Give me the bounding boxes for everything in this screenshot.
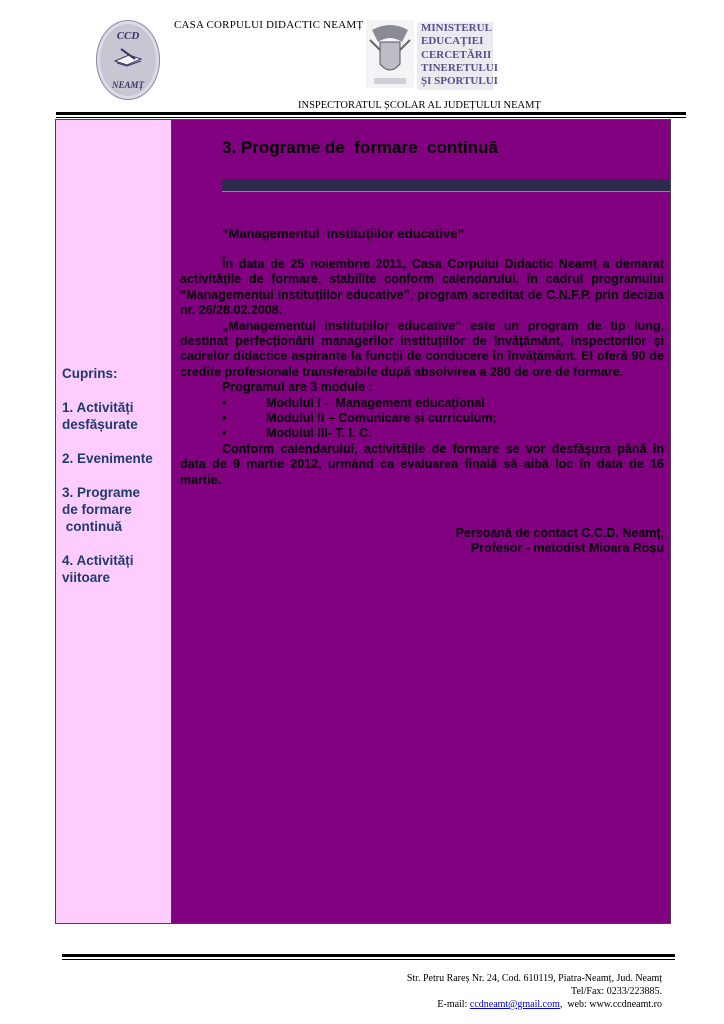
web-address: www.ccdneamt.ro bbox=[589, 999, 662, 1010]
module-item bbox=[180, 411, 664, 426]
module-label: Modulul II – Comunicare și curriculum; bbox=[266, 411, 497, 426]
toc-line: viitoare bbox=[62, 570, 111, 585]
email-link[interactable]: ccdneamt@gmail.com bbox=[469, 999, 560, 1010]
bullet: • bbox=[222, 395, 227, 410]
contact-line: Persoană de contact C.C.D. Neamț, bbox=[455, 526, 664, 540]
institution-name: CASA CORPULUI DIDACTIC NEAMȚ bbox=[174, 19, 364, 31]
footer-contact bbox=[407, 998, 662, 1011]
module-label: Modulul III- T. I. C. bbox=[266, 426, 372, 441]
ministry-line: CERCETĂRII bbox=[421, 48, 492, 61]
toc-line: 4. Activități bbox=[62, 553, 134, 568]
toc-line: de formare bbox=[62, 502, 132, 517]
program-title: “Managementul instituțiilor educative” bbox=[222, 226, 464, 241]
module-item bbox=[180, 426, 664, 441]
book-pen-icon bbox=[113, 45, 143, 67]
toc-heading: Cuprins: bbox=[62, 366, 118, 381]
toc-line: continuă bbox=[62, 519, 122, 534]
ministry-logo bbox=[417, 22, 499, 90]
ccd-logo bbox=[96, 20, 160, 100]
logo-bottom-text: NEAMȚ bbox=[111, 80, 144, 90]
coat-of-arms-icon bbox=[366, 20, 414, 88]
ministry-line: ȘI SPORTULUI bbox=[421, 75, 498, 88]
paragraph: În data de 25 noiembrie 2011, Casa Corpului Didactic Neamț a demarat activitățile de formare, stabilite conform calendarului, în cadrul programului “Managementul instituțiilor educative”, program acreditat de C.N.F.P. prin decizia nr. 26/28.02.2008. bbox=[180, 257, 664, 318]
ministry-line: TINERETULUI bbox=[421, 61, 499, 74]
footer-divider-thin bbox=[62, 959, 675, 960]
toc-line: 2. Evenimente bbox=[62, 451, 153, 466]
header-divider-thin bbox=[56, 117, 686, 118]
header-divider bbox=[56, 112, 686, 115]
toc-line: 1. Activități bbox=[62, 400, 134, 415]
table-of-contents bbox=[62, 365, 153, 603]
paragraph: Conform calendarului, activitățile de formare se vor desfășura până în data de 9 martie 2012, urmând ca evaluarea finală să aibă loc în data de 16 martie. bbox=[180, 441, 664, 487]
logo-top-text: CCD bbox=[116, 30, 140, 42]
toc-item-activitati[interactable] bbox=[62, 399, 153, 433]
module-item bbox=[180, 396, 664, 411]
toc-item-evenimente[interactable] bbox=[62, 450, 153, 467]
footer-address: Str. Petru Rareș Nr. 24, Cod. 610119, Piatra-Neamț, Jud. Neamț bbox=[406, 973, 662, 984]
sidebar bbox=[56, 120, 172, 923]
inspectorate-name: INSPECTORATUL ȘCOLAR AL JUDEȚULUI NEAMȚ bbox=[298, 100, 541, 111]
toc-line: 3. Programe bbox=[62, 485, 141, 500]
contact-block bbox=[456, 526, 664, 557]
section-title: 3. Programe de formare continuă bbox=[222, 138, 498, 157]
module-label: Modulul I - Management educațional bbox=[266, 395, 485, 410]
contact-line: Profesor - metodist Mioara Roșu bbox=[470, 541, 664, 556]
ministry-line: EDUCAȚIEI bbox=[421, 35, 484, 48]
footer-phone: Tel/Fax: 0233/223885. bbox=[571, 986, 662, 997]
email-label: E-mail: bbox=[437, 999, 470, 1010]
toc-item-viitoare[interactable] bbox=[62, 552, 153, 586]
article-body bbox=[180, 257, 664, 488]
paragraph: „Managementul instituțiilor educative” este un program de tip lung, destinat perfecționării managerilor instituțiilor de învățământ, inspectorilor și cadrelor didactice aspirante la funcții de conducere în învățământ. El oferă 90 de credite profesionale transferabile după absolvirea a 280 de ore de formare. bbox=[180, 318, 664, 379]
bullet: • bbox=[222, 411, 227, 426]
web-label: , web: bbox=[559, 999, 590, 1010]
content-frame bbox=[55, 119, 671, 924]
title-bar-decoration bbox=[222, 179, 670, 192]
footer bbox=[407, 972, 662, 1011]
toc-item-programe[interactable] bbox=[62, 484, 153, 535]
modules-intro: Programul are 3 module : bbox=[222, 380, 373, 395]
bullet: • bbox=[222, 426, 227, 441]
ministry-line: MINISTERUL bbox=[421, 22, 492, 34]
main-content bbox=[172, 120, 670, 923]
footer-divider bbox=[62, 954, 675, 957]
toc-line: desfășurate bbox=[62, 417, 138, 432]
